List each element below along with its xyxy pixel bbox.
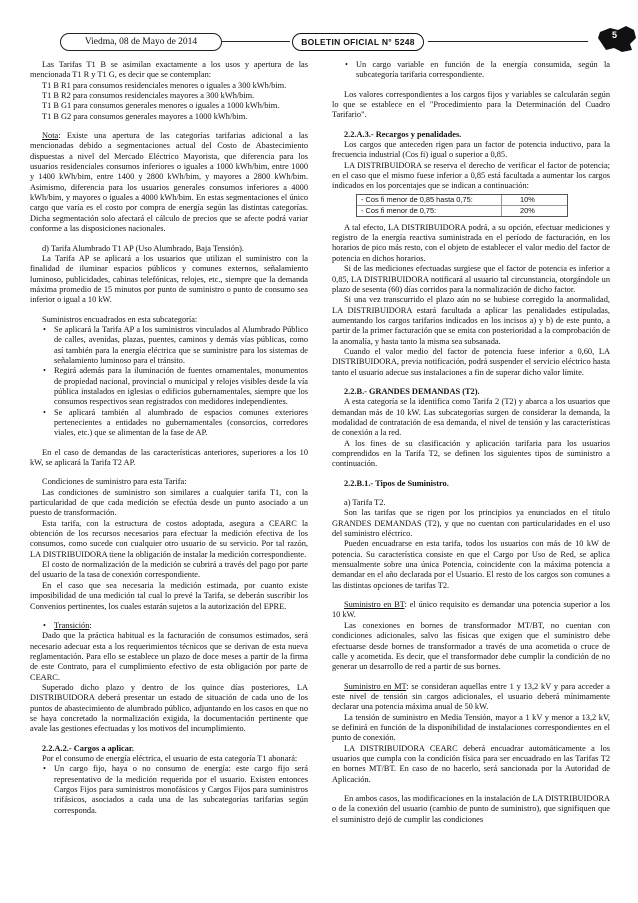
bt-text: : el único requisito es demandar una potencia superior a los 10 kW.: [332, 600, 610, 620]
bullet-list: [332, 60, 610, 81]
paragraph: Son las tarifas que se rigen por los principios ya enunciados en el título GRANDES DEMANDAS (T2), y que no cuentan con particularidades en el uso del suministro eléctrico.: [332, 508, 610, 539]
tariff-line: T1 B G2 para consumos generales mayores a 1000 kWh/bim.: [42, 111, 248, 121]
right-column: [332, 60, 610, 825]
paragraph: Pueden encuadrarse en esta tarifa, todos los usuarios con más de 10 kW de potencia. Su característica consiste en que el Cargo por Uso de Red, se aplica mensualmente sobre una única Potencia, coincidente con la máxima potencia a demandar en el año declarada por el Usuario. El resto de los cargos son comunes a las distintas opciones de tarifas T2.: [332, 539, 610, 590]
tariff-line: T1 B R2 para consumos residenciales mayores a 300 kWh/bim.: [42, 91, 255, 101]
list-item: • Se aplicará la Tarifa AP a los suministros vinculados al Alumbrado Público de calles, avenidas, plazas, puentes, caminos y demás vías públicas, como así también para la energía eléctrica que se suministre para los sistemas de señalamiento luminoso para el tránsito.: [54, 325, 308, 366]
header-rule-left: [222, 41, 290, 42]
list-item: • Un cargo variable en función de la energía consumida, según la subcategoría tarifaria correspondiente.: [356, 60, 610, 81]
bt-label: Suministro en BT: [344, 600, 405, 610]
nota-paragraph: [30, 131, 308, 234]
nota-text: : Existe una apertura de las categorías tarifarias adicional a las mencionadas debido a segmentaciones actual del Costo de Abastecimiento dispuestas a nivel del Mercado Eléctrico Mayorista, que diferencia para los usuarios residenciales consumos inferiores o iguales a 1000 kWh/bim, entre 1000 y 1400 kWh/bim, entre 1400 y 2800 kWh/bim, y mayores a 2800 kWh/bim. Asimismo, diferencia para los usuarios generales consumos inferiores a 4000 kWh/bim, y mayores o iguales a 4000 kWh/bim. En estas segmentaciones el único cargo que varía es el costo por compra de energía según las distintas categorías. Dicha segmentación solo afectará el cálculo de precios que se afecte podrá variar conforme a las disposiciones nacionales.: [30, 131, 308, 234]
bullet-list: [30, 764, 308, 816]
table-row: [357, 195, 567, 205]
paragraph: La Tarifa AP se aplicará a los usuarios que utilizan el suministro con la finalidad de iluminar espacios públicos y comunes externos, señalamiento luminoso, publicidades, cabinas telefónicas, relojes, etc., siempre que la demanda máxima promedio de 15 minutos por punto de suministro o punto de consumo sea inferior o igual a 10 kW.: [30, 253, 308, 305]
section-heading: 2.2.A.3.- Recargos y penalidades.: [344, 129, 462, 139]
paragraph: En el caso que sea necesaria la medición estimada, por cuanto existe imposibilidad de una medición tal cual lo prevé la Tarifa, se deberán suscribir los Convenios pertinentes, los cuales estarán sujetos a la autorización del EPRE.: [30, 580, 308, 611]
paragraph: Los valores correspondientes a los cargos fijos y variables se calcularán según lo que se establece en el "Procedimiento para la Determinación del Cuadro Tarifario".: [332, 89, 610, 120]
paragraph: LA DISTRIBUIDORA CEARC deberá encuadrar automáticamente a los usuarios que cumpla con la condición física para ser encuadrado en las Tarifas T2 en bornes MT/BT. En caso de no hacerlo, será sancionada por la Autoridad de Aplicación.: [332, 743, 610, 784]
table-cell: 10%: [520, 194, 535, 204]
paragraph: A tal efecto, LA DISTRIBUIDORA podrá, a su opción, efectuar mediciones y registro de la energía reactiva suministrada en el período de facturación, en los horarios de pico más resto, con el objeto de establecer el valor medio del factor de potencia en dichos horarios.: [332, 222, 610, 263]
paragraph: Por el consumo de energía eléctrica, el usuario de esta categoría T1 abonará:: [42, 753, 298, 763]
paragraph: A los fines de su clasificación y aplicación tarifaria para los usuarios comprendidos en la Tarifa T2, se definen los siguientes tipos de suministro a continuación.: [332, 438, 610, 469]
paragraph: Cuando el valor medio del factor de potencia fuese inferior a 0,60, LA DISTRIBUIDORA, previa notificación, podrá suspender el servicio eléctrico hasta tanto el usuario adecue sus instalaciones a fin de superar dicho valor límite.: [332, 346, 610, 377]
paragraph: Las condiciones de suministro son similares a cualquier tarifa T1, con la particularidad de que cada medición se efectúa desde un punto asociado a un puesto de transformación.: [30, 487, 308, 518]
section-heading: a) Tarifa T2.: [344, 498, 386, 508]
paragraph: Los cargos que anteceden rigen para un factor de potencia inductivo, para la frecuencia industrial (Cos fi) igual o superior a 0,85.: [332, 140, 610, 160]
section-heading: Condiciones de suministro para esta Tarifa:: [42, 477, 187, 487]
paragraph: Superado dicho plazo y dentro de los quince días posteriores, LA DISTRIBUIDORA deberá presentar un estado de situación de cada uno de los puntos de abastecimiento de alumbrado público, adjuntando en los casos en que no se haya concretado la normalización exigida, la documentación pertinente que avale las gestiones efectuadas y los motivos del incumplimiento.: [30, 682, 308, 734]
tariff-line: T1 B R1 para consumos residenciales menores o iguales a 300 kWh/bim.: [42, 80, 287, 90]
list-item: • Un cargo fijo, haya o no consumo de energía: este cargo fijo será representativo de la medición requerida por el usuario. Existen entonces Cargos Fijos para suministros monofásicos y Cargos Fijos para suministros trifásicos, asociados a cada una de las subcategorías tarifarias según corresponda.: [54, 764, 308, 816]
page-header: [30, 24, 618, 52]
paragraph: El costo de normalización de la medición se cubrirá a través del pago por parte del usuario de la tasa de conexión correspondiente.: [30, 560, 308, 580]
header-title: BOLETIN OFICIAL N° 5248: [292, 33, 424, 51]
left-column: [30, 60, 308, 816]
list-item: • Se aplicará también al alumbrado de espacios comunes exteriores pertenecientes a entidades no gubernamentales (consorcios, corredores viales, etc.) que se alimentan de la fase de AP.: [54, 408, 308, 439]
table-cell: - Cos fi menor de 0,85 hasta 0,75:: [357, 195, 502, 205]
table-cell: 20%: [520, 205, 535, 215]
paragraph: En el caso de demandas de las características anteriores, superiores a los 10 kW, se aplicará la Tarifa T2 AP.: [30, 447, 308, 468]
bullet-list: [30, 325, 308, 439]
paragraph: A esta categoría se la identifica como Tarifa 2 (T2) y abarca a los usuarios que demandan más de 10 kW. Las subcategorías surgen de considerar la demanda, la modalidad de contratación de esa demanda, el nivel de tensión y las características de conexión a la red.: [332, 397, 610, 438]
section-heading: d) Tarifa Alumbrado T1 AP (Uso Alumbrado, Baja Tensión).: [42, 243, 244, 253]
nota-label: Nota: [42, 131, 59, 141]
section-heading: 2.2.A.2.- Cargos a aplicar.: [42, 743, 134, 753]
paragraph: Si una vez transcurrido el plazo aún no se hubiese corregido la anormalidad, LA DISTRIBUIDORA estará facultada a aplicar las penalidades estipuladas, aumentando los cargos tarifarios indicados en los incisos a) y b) de este punto, a partir de la primer facturación que se emita con posterioridad a la comprobación de la anomalía, y hasta tanto la misma sea subsanada.: [332, 295, 610, 346]
transition-label: Transición: [54, 620, 90, 630]
table-cell: - Cos fi menor de 0,75:: [357, 206, 502, 216]
bt-paragraph: [332, 600, 610, 621]
header-rule-right: [428, 41, 588, 42]
page-number: 5: [612, 30, 618, 40]
mt-paragraph: [332, 682, 610, 713]
paragraph: Las conexiones en bornes de transformador MT/BT, no cuentan con condiciones adicionales, salvo las físicas que exigen que el suministro debe efectuarse desde bornes de transformador a través de una acometida o cruce de calle y acometida. Es decir, que el transformador debe cumplir la condición de no generar un desarrollo de red a partir de sus bornes.: [332, 620, 610, 672]
header-date: Viedma, 08 de Mayo de 2014: [60, 33, 222, 51]
paragraph: La tensión de suministro en Media Tensión, mayor a 1 kV y menor a 13,2 kV, se definirá en función de la disponibilidad de instalaciones correspondientes en el punto de conexión.: [332, 712, 610, 743]
mt-text: : se consideran aquellas entre 1 y 13,2 kV y para acceder a este nivel de tensión sin cargos adicionales, el usuario deberá mínimamente declarar una potencia máxima anual de 50 kW.: [332, 681, 610, 712]
paragraph: Las Tarifas T1 B se asimilan exactamente a los usos y apertura de las mencionada T1 R y T1 G, es decir que se contemplan:: [30, 60, 308, 80]
list-item: • Regirá además para la iluminación de fuentes ornamentales, monumentos de propiedad nacional, provincial o municipal y relojes visibles desde la vía pública instalados en iglesias o edificios gubernamentales, siempre que los consumos respectivos sean registrados con medidores independientes.: [54, 366, 308, 407]
mt-label: Suministro en MT: [344, 681, 407, 691]
bullet-list: [30, 621, 308, 631]
paragraph: Esta tarifa, con la estructura de costos adoptada, asegura a CEARC la obtención de los recursos necesarios para efectuar la medición efectiva de los consumos, como sucede con cualquier otro usuario de su servicio. Por tal razón, LA DISTRIBUIDORA tiene la obligación de instalar la medición correspondiente.: [30, 518, 308, 559]
section-heading: 2.2.B.- GRANDES DEMANDAS (T2).: [344, 386, 480, 396]
table-row: [357, 205, 567, 216]
section-heading: 2.2.B.1.- Tipos de Suministro.: [344, 478, 449, 488]
paragraph: Si de las mediciones efectuadas surgiese que el factor de potencia es inferior a 0,85, LA DISTRIBUIDORA notificará al usuario tal circunstancia, otorgándole un plazo de sesenta (60) días corridos para la normalización de dicho factor.: [332, 264, 610, 294]
paragraph: En ambos casos, las modificaciones en la instalación de LA DISTRIBUIDORA o de la conexión del usuario (cambio de punto de suministro), que signifiquen que el suministro dejó de cumplir las condiciones: [332, 793, 610, 824]
tariff-line: T1 B G1 para consumos generales menores o iguales a 1000 kWh/bim.: [42, 101, 280, 111]
paragraph: Dado que la práctica habitual es la facturación de consumos estimados, será necesario adecuar esta a los requerimientos técnicos que se derivan de esta nueva reglamentación. Para ello se establece un plazo de doce meses a partir de la firma de este Contrato, para el cumplimiento efectivo de esta obligación por parte de CEARC.: [30, 631, 308, 682]
paragraph: Suministros encuadrados en esta subcategoría:: [42, 314, 198, 324]
list-item: • Transición:: [54, 621, 308, 631]
paragraph: LA DISTRIBUIDORA se reserva el derecho de verificar el factor de potencia; en el caso que el mismo fuese inferior a 0,85 está facultada a aumentar los cargos indicados en los porcentajes que se indican a continuación:: [332, 160, 610, 191]
power-factor-table: [356, 194, 568, 217]
